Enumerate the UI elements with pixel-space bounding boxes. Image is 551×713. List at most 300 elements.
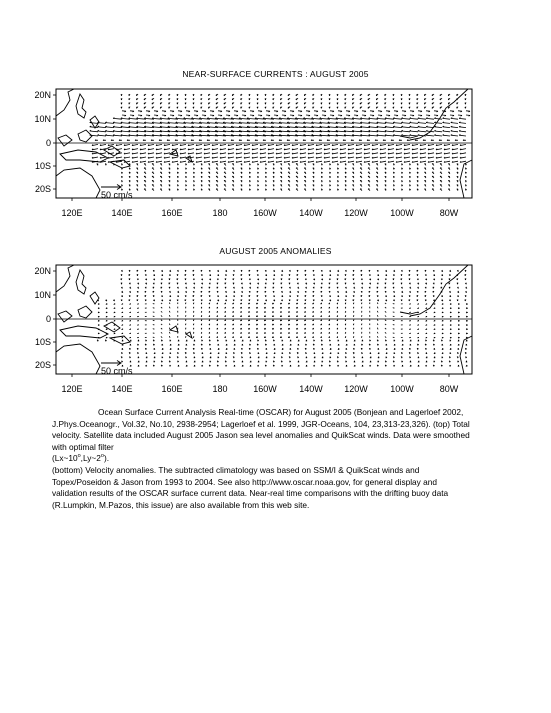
velocity-vector: [393, 123, 402, 124]
velocity-vector: [418, 118, 426, 119]
velocity-vector: [105, 135, 114, 136]
velocity-vector-head: [185, 94, 186, 95]
velocity-vector: [401, 127, 410, 128]
velocity-vector: [451, 118, 458, 119]
velocity-vector-head: [281, 287, 282, 288]
velocity-vector-head: [385, 320, 386, 321]
velocity-vector: [393, 131, 402, 132]
velocity-vector: [385, 123, 394, 124]
coastline: [60, 326, 108, 338]
velocity-vector-head: [185, 107, 186, 108]
velocity-vector-head: [450, 325, 452, 326]
velocity-vector: [410, 131, 418, 132]
velocity-vector: [377, 135, 386, 136]
lat-tick-label: 10N: [34, 114, 51, 124]
velocity-vector-head: [97, 164, 98, 165]
velocity-vector-head: [393, 312, 395, 313]
velocity-vector: [377, 131, 386, 132]
velocity-vector: [410, 127, 418, 128]
velocity-vector-head: [153, 329, 154, 330]
velocity-vector-head: [361, 311, 362, 313]
total-velocity-map: [0, 80, 551, 230]
velocity-vector-head: [185, 319, 186, 321]
velocity-vector-head: [458, 333, 460, 334]
lat-tick-label: 10S: [34, 337, 51, 347]
velocity-vector-head: [98, 338, 100, 339]
coastline: [90, 292, 99, 304]
coastline: [104, 146, 120, 156]
velocity-vector-head: [353, 270, 354, 272]
velocity-vector-head: [186, 361, 187, 363]
velocity-vector-head: [161, 332, 162, 333]
bottom-panel-title: AUGUST 2005 ANOMALIES: [219, 246, 332, 256]
velocity-vector-head: [153, 308, 154, 309]
coastline: [56, 168, 100, 198]
velocity-vector-head: [153, 316, 154, 317]
velocity-vector-head: [466, 317, 467, 318]
velocity-vector-head: [121, 98, 122, 100]
velocity-vector-head: [98, 308, 100, 309]
velocity-vector: [459, 118, 466, 119]
velocity-vector: [434, 127, 442, 128]
velocity-vector-head: [361, 307, 362, 309]
velocity-vector-head: [98, 333, 100, 334]
velocity-vector: [426, 123, 434, 124]
velocity-vector-head: [185, 332, 186, 334]
velocity-vector-head: [401, 103, 402, 104]
velocity-vector-head: [161, 336, 162, 337]
velocity-vector-head: [161, 324, 162, 325]
velocity-vector: [426, 127, 434, 128]
velocity-vector-head: [138, 340, 139, 342]
coastline: [410, 89, 468, 140]
velocity-vector: [401, 118, 410, 119]
velocity-vector-head: [225, 287, 226, 288]
velocity-vector-head: [185, 311, 186, 313]
coastline: [58, 311, 72, 322]
velocity-anomaly-map: [0, 256, 551, 406]
velocity-vector-head: [354, 361, 355, 363]
velocity-vector-head: [185, 307, 186, 309]
velocity-vector-head: [401, 99, 402, 100]
velocity-vector-head: [98, 325, 100, 326]
velocity-vector-head: [361, 332, 362, 334]
velocity-vector-head: [361, 323, 362, 325]
velocity-vector-head: [361, 302, 362, 304]
velocity-vector-head: [297, 270, 298, 272]
caption-filter-lx: (Lx~10: [52, 453, 78, 464]
coastline: [186, 332, 192, 338]
velocity-vector: [459, 127, 466, 128]
velocity-vector-head: [401, 107, 402, 108]
velocity-vector-head: [450, 329, 452, 330]
caption-paragraph-total: [52, 407, 472, 465]
velocity-vector-head: [329, 103, 330, 104]
scale-label: 50 cm/s: [101, 366, 133, 376]
coastline: [110, 336, 130, 344]
velocity-vector: [90, 135, 98, 136]
coastline: [76, 94, 86, 118]
velocity-vector: [385, 118, 394, 119]
coastline: [76, 270, 86, 294]
velocity-vector: [434, 118, 442, 119]
lat-tick-label: 0: [45, 138, 51, 148]
lon-tick-label: 120E: [61, 384, 83, 394]
velocity-vector: [443, 131, 450, 132]
velocity-vector: [385, 135, 394, 136]
velocity-vector-head: [393, 320, 395, 321]
velocity-vector-head: [194, 340, 195, 342]
velocity-vector: [451, 131, 458, 132]
velocity-vector: [418, 131, 426, 132]
velocity-vector: [90, 131, 98, 132]
velocity-vector-head: [121, 107, 122, 109]
velocity-vector-head: [466, 329, 467, 330]
velocity-vector: [443, 135, 450, 136]
velocity-vector: [410, 123, 418, 124]
velocity-vector-head: [401, 283, 402, 285]
velocity-vector-head: [161, 303, 162, 304]
velocity-vector: [401, 123, 410, 124]
velocity-vector-head: [450, 321, 452, 322]
velocity-vector-head: [385, 303, 386, 304]
velocity-vector-head: [298, 361, 299, 363]
velocity-vector: [113, 131, 122, 132]
velocity-vector-head: [385, 324, 386, 325]
coastline: [56, 89, 74, 116]
coastline: [90, 116, 99, 128]
velocity-vector-head: [241, 164, 242, 165]
velocity-vector: [434, 131, 442, 132]
velocity-vector-head: [185, 323, 186, 325]
coastline: [78, 306, 92, 318]
velocity-vector-head: [450, 333, 452, 334]
velocity-vector-head: [385, 311, 386, 312]
lat-tick-label: 20N: [34, 266, 51, 276]
velocity-vector: [393, 118, 402, 119]
velocity-vector-head: [393, 337, 395, 338]
lat-tick-label: 10N: [34, 290, 51, 300]
velocity-vector-head: [161, 307, 162, 308]
velocity-vector: [443, 123, 450, 124]
velocity-vector-head: [169, 164, 170, 165]
velocity-vector-head: [185, 315, 186, 317]
lon-tick-label: 160W: [253, 384, 277, 394]
velocity-vector-head: [329, 94, 330, 95]
velocity-vector: [418, 127, 426, 128]
velocity-vector-head: [418, 340, 419, 341]
velocity-vector-head: [242, 361, 243, 363]
velocity-vector-head: [458, 329, 460, 330]
velocity-vector-head: [393, 308, 395, 309]
velocity-vector: [377, 123, 386, 124]
velocity-vector-head: [450, 304, 452, 305]
velocity-vector-head: [393, 329, 395, 330]
velocity-vector-head: [329, 107, 330, 108]
velocity-vector-head: [385, 315, 386, 316]
velocity-vector-head: [130, 344, 131, 345]
velocity-vector-head: [98, 304, 100, 305]
velocity-vector: [434, 123, 442, 124]
velocity-vector-head: [393, 287, 394, 288]
velocity-vector: [377, 118, 386, 119]
velocity-vector-head: [466, 312, 467, 313]
velocity-vector-head: [241, 185, 242, 186]
velocity-vector-head: [169, 185, 170, 186]
velocity-vector-head: [153, 337, 154, 338]
velocity-vector-head: [241, 180, 242, 181]
velocity-vector: [459, 123, 466, 124]
velocity-vector-head: [98, 312, 100, 313]
velocity-vector-head: [393, 316, 395, 317]
velocity-vector-head: [129, 270, 130, 271]
velocity-vector: [426, 118, 434, 119]
velocity-vector: [443, 118, 450, 119]
caption-paragraph-anomaly: (bottom) Velocity anomalies. The subtracted climatology was based on SSM/I & QuikScat winds and Topex/Poseidon & Jason from 1993 to 2004. See also http://www.oscar.noaa.gov, for general display and validation results of the OSCAR surface current data. Near-real time comparisons with the drifting buoy data (R.Lumpkin, M.Pazos, this issue) are also available from this web site.: [52, 464, 449, 510]
velocity-vector-head: [466, 321, 467, 322]
velocity-vector-head: [361, 315, 362, 317]
velocity-vector-head: [98, 317, 100, 318]
lon-tick-label: 100W: [390, 208, 414, 218]
coastline: [56, 265, 74, 292]
coastline: [186, 156, 192, 162]
velocity-vector-head: [153, 324, 154, 325]
top-panel-title: NEAR-SURFACE CURRENTS : AUGUST 2005: [182, 69, 369, 79]
lat-tick-label: 10S: [34, 161, 51, 171]
lon-tick-label: 120E: [61, 208, 83, 218]
velocity-vector-head: [169, 287, 170, 289]
velocity-vector-head: [153, 333, 154, 334]
velocity-vector: [385, 131, 394, 132]
lat-tick-label: 20N: [34, 90, 51, 100]
coastline: [78, 130, 92, 142]
velocity-vector-head: [306, 357, 307, 358]
velocity-vector-head: [161, 320, 162, 321]
velocity-vector-head: [466, 304, 467, 305]
velocity-vector-head: [457, 300, 458, 301]
velocity-vector-head: [458, 312, 460, 313]
lat-tick-label: 0: [45, 314, 51, 324]
velocity-vector: [426, 131, 434, 132]
velocity-vector-head: [329, 99, 330, 100]
velocity-vector-head: [257, 99, 258, 100]
coastline: [58, 135, 72, 146]
velocity-vector-head: [393, 333, 395, 334]
lon-tick-label: 140E: [111, 384, 133, 394]
velocity-vector: [90, 123, 98, 124]
velocity-vector: [113, 135, 122, 136]
velocity-vector-head: [153, 320, 154, 321]
velocity-vector-head: [241, 176, 242, 177]
coastline: [460, 336, 472, 374]
velocity-vector-head: [153, 303, 154, 304]
velocity-vector-head: [193, 94, 194, 96]
velocity-vector-head: [289, 283, 290, 285]
velocity-vector-head: [466, 308, 467, 309]
lon-tick-label: 140W: [299, 384, 323, 394]
lon-tick-label: 180: [212, 208, 228, 218]
lon-tick-label: 80W: [439, 208, 459, 218]
velocity-vector: [459, 135, 466, 136]
velocity-vector: [451, 123, 458, 124]
velocity-vector-head: [362, 357, 363, 358]
velocity-vector-head: [257, 103, 258, 104]
velocity-vector: [97, 127, 106, 128]
velocity-vector: [105, 123, 114, 124]
velocity-vector: [459, 131, 466, 132]
caption-degree-sign: o: [100, 453, 104, 460]
velocity-vector: [443, 127, 450, 128]
velocity-vector-head: [345, 283, 346, 285]
velocity-vector-head: [458, 317, 460, 318]
velocity-vector: [113, 123, 122, 124]
velocity-vector-field: [90, 94, 470, 191]
velocity-vector-head: [185, 336, 186, 338]
velocity-vector-head: [185, 328, 186, 330]
velocity-vector-head: [194, 357, 195, 358]
velocity-vector-head: [466, 338, 467, 339]
velocity-vector-head: [186, 344, 187, 345]
lon-tick-label: 80W: [439, 384, 459, 394]
velocity-vector: [113, 118, 122, 119]
coastline: [104, 322, 120, 332]
velocity-vector-head: [98, 329, 100, 330]
velocity-vector-head: [393, 324, 395, 325]
coastline: [56, 344, 100, 374]
velocity-vector: [377, 127, 386, 128]
velocity-vector: [97, 131, 106, 132]
velocity-vector-head: [385, 328, 386, 329]
lon-tick-label: 140W: [299, 208, 323, 218]
velocity-vector-head: [250, 357, 251, 358]
velocity-vector-head: [161, 311, 162, 312]
figure-caption: [52, 407, 472, 511]
velocity-vector-head: [337, 287, 338, 288]
velocity-vector-head: [121, 103, 122, 105]
lon-tick-label: 100W: [390, 384, 414, 394]
velocity-vector: [393, 127, 402, 128]
lat-tick-label: 20S: [34, 184, 51, 194]
velocity-vector-head: [257, 94, 258, 95]
velocity-vector-head: [450, 317, 452, 318]
velocity-vector-head: [241, 172, 242, 173]
velocity-vector-head: [449, 287, 450, 288]
velocity-vector: [426, 135, 434, 136]
velocity-vector-head: [457, 283, 458, 285]
lon-tick-label: 160W: [253, 208, 277, 218]
velocity-vector: [105, 131, 114, 132]
velocity-vector-head: [98, 321, 100, 322]
velocity-vector: [97, 135, 106, 136]
velocity-vector-head: [241, 270, 242, 272]
caption-degree-sign: o: [77, 453, 81, 460]
lon-tick-label: 120W: [344, 384, 368, 394]
velocity-vector-head: [458, 308, 460, 309]
velocity-vector-head: [361, 319, 362, 321]
velocity-vector-head: [458, 325, 460, 326]
velocity-vector-head: [450, 338, 452, 339]
velocity-vector-head: [361, 336, 362, 338]
velocity-vector: [401, 131, 410, 132]
velocity-vector-head: [169, 172, 170, 173]
coastline: [170, 326, 178, 332]
coastline: [460, 160, 472, 198]
velocity-vector-head: [393, 303, 395, 304]
velocity-vector-head: [153, 312, 154, 313]
velocity-vector-head: [450, 312, 452, 313]
velocity-vector: [385, 127, 394, 128]
velocity-vector-head: [306, 340, 307, 341]
velocity-vector-head: [169, 189, 170, 190]
velocity-vector-field: [97, 270, 468, 367]
velocity-vector-head: [185, 103, 186, 104]
velocity-vector: [401, 135, 410, 136]
velocity-vector: [113, 127, 122, 128]
velocity-vector-head: [385, 307, 386, 308]
velocity-vector: [418, 123, 426, 124]
lon-tick-label: 120W: [344, 208, 368, 218]
velocity-vector-head: [418, 357, 419, 358]
velocity-vector-head: [385, 336, 386, 337]
velocity-vector-head: [458, 304, 460, 305]
scale-label: 50 cm/s: [101, 190, 133, 200]
caption-filter-ly: ,Ly~2: [80, 453, 101, 464]
velocity-vector-head: [169, 168, 170, 169]
caption-filter-close: ).: [103, 453, 110, 464]
velocity-vector: [451, 135, 458, 136]
velocity-vector-head: [161, 315, 162, 316]
lat-tick-label: 20S: [34, 360, 51, 370]
velocity-vector: [105, 127, 114, 128]
velocity-vector-head: [241, 189, 242, 190]
velocity-vector-head: [161, 328, 162, 329]
velocity-vector-head: [250, 340, 251, 341]
velocity-vector-head: [130, 361, 131, 363]
velocity-vector: [410, 118, 418, 119]
velocity-vector-head: [169, 180, 170, 181]
velocity-vector-head: [401, 94, 402, 95]
velocity-vector: [393, 135, 402, 136]
velocity-vector-head: [466, 333, 467, 334]
coastline: [400, 312, 418, 314]
velocity-vector-head: [458, 338, 460, 339]
velocity-vector-head: [193, 107, 194, 109]
velocity-vector-head: [185, 302, 186, 304]
lon-tick-label: 140E: [111, 208, 133, 218]
velocity-vector: [410, 135, 418, 136]
velocity-vector-head: [466, 325, 467, 326]
velocity-vector-head: [257, 107, 258, 108]
velocity-vector-head: [193, 103, 194, 105]
velocity-vector: [90, 127, 98, 128]
lon-tick-label: 160E: [161, 384, 183, 394]
velocity-vector-head: [361, 328, 362, 330]
velocity-vector: [434, 135, 442, 136]
velocity-vector-head: [385, 332, 386, 333]
lon-tick-label: 180: [212, 384, 228, 394]
velocity-vector: [97, 123, 106, 124]
velocity-vector-head: [241, 168, 242, 169]
velocity-vector: [451, 127, 458, 128]
velocity-vector-head: [450, 308, 452, 309]
velocity-vector-head: [458, 321, 460, 322]
velocity-vector-head: [193, 98, 194, 100]
coastline: [60, 150, 108, 162]
caption-text-total: Ocean Surface Current Analysis Real-time (OSCAR) for August 2005 (Bonjean and Lagerloef 2002, J.Phys.Oceanogr., Vol.32, No.10, 2938-2954; Lagerloef et al. 1999, JGR-Oceans, 104, 23,313-23,326). (top) Total velocity. Satellite data included August 2005 Jason sea level anomalies and QuikScat winds. Data were smoothed with optimal filter: [52, 407, 470, 452]
velocity-vector-head: [185, 99, 186, 100]
velocity-vector-head: [121, 94, 122, 96]
velocity-vector-head: [169, 176, 170, 177]
